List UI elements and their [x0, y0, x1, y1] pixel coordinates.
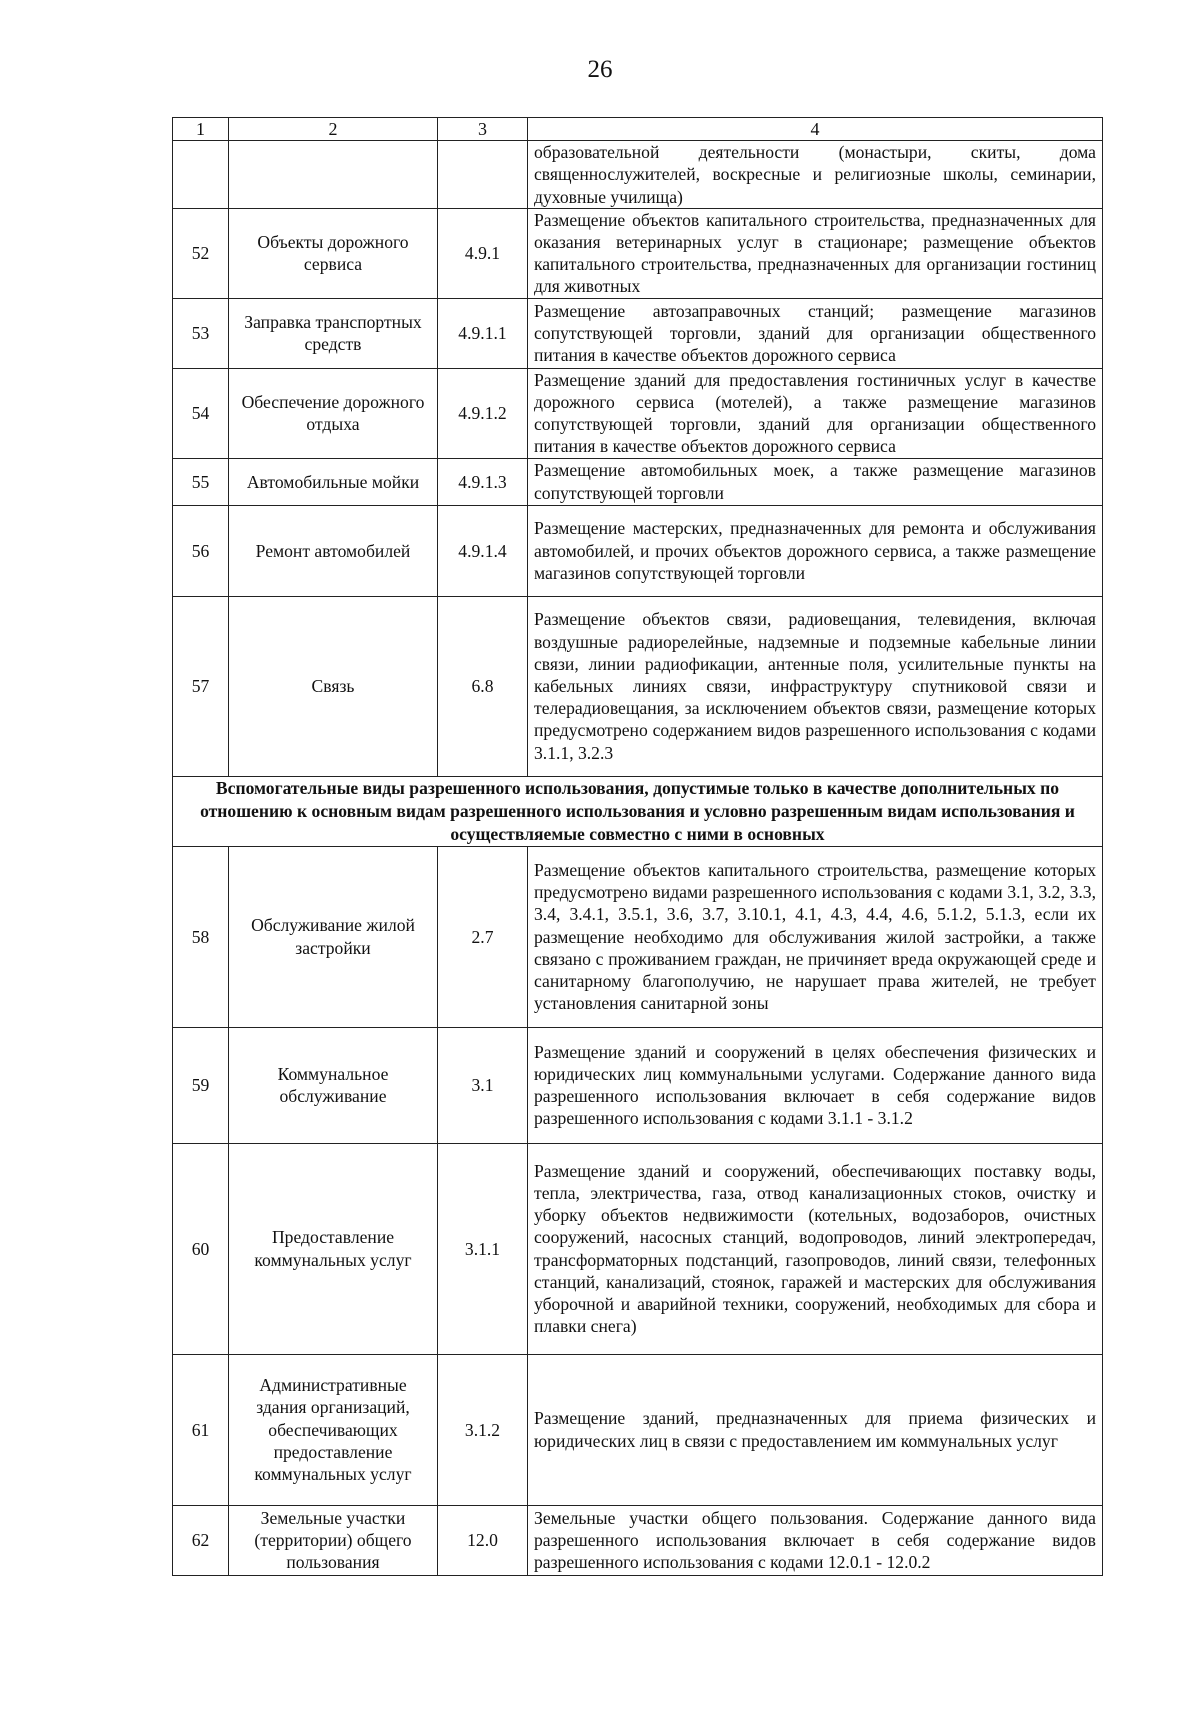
row-number: 58	[173, 846, 229, 1027]
header-col-number: 1	[173, 118, 229, 141]
row-use-description: Земельные участки общего пользования. Содержание данного вида разрешенного использования включает в себя содержание видов разрешенного использования с кодами 12.0.1 - 12.0.2	[528, 1505, 1103, 1575]
row-use-code: 3.1.1	[438, 1143, 528, 1354]
row-use-code: 4.9.1	[438, 208, 528, 298]
row-use-description: образовательной деятельности (монастыри, скиты, дома священнослужителей, воскресные и религиозные школы, семинарии, духовные училища)	[528, 141, 1103, 209]
table-row	[173, 1354, 1103, 1505]
table-row	[173, 846, 1103, 1027]
row-use-name: Земельные участки (территории) общего пользования	[229, 1505, 438, 1575]
table-row	[173, 208, 1103, 298]
row-use-name: Предоставление коммунальных услуг	[229, 1143, 438, 1354]
row-use-code: 4.9.1.4	[438, 505, 528, 596]
row-number: 52	[173, 208, 229, 298]
section-title: Вспомогательные виды разрешенного использования, допустимые только в качестве дополнительных по отношению к основным видам разрешенного использования и условно разрешенным видам использования и осуществляемые совместно с ними в основных	[173, 776, 1103, 846]
row-use-code: 4.9.1.3	[438, 458, 528, 505]
table-row	[173, 1143, 1103, 1354]
row-use-description: Размещение объектов связи, радиовещания, телевидения, включая воздушные радиорелейные, надземные и подземные кабельные линии связи, линии радиофикации, антенные поля, усилительные пункты на кабельных линиях связи, инфраструктуру спутниковой связи и телерадиовещания, за исключением объектов связи, размещение которых предусмотрено содержанием видов разрешенного использования с кодами 3.1.1, 3.2.3	[528, 596, 1103, 776]
row-use-name: Обеспечение дорожного отдыха	[229, 368, 438, 458]
section-row	[173, 776, 1103, 846]
row-number: 61	[173, 1354, 229, 1505]
table-row	[173, 596, 1103, 776]
row-use-code: 3.1	[438, 1027, 528, 1143]
row-number: 56	[173, 505, 229, 596]
row-use-name: Обслуживание жилой застройки	[229, 846, 438, 1027]
table-body-main	[173, 141, 1103, 776]
row-use-description: Размещение зданий для предоставления гостиничных услуг в качестве дорожного сервиса (мотелей), а также размещение магазинов сопутствующей торговли, зданий для организации общественного питания в качестве объектов дорожного сервиса	[528, 368, 1103, 458]
row-use-code: 2.7	[438, 846, 528, 1027]
row-use-description: Размещение объектов капитального строительства, предназначенных для оказания ветеринарных услуг в стационаре; размещение объектов капитального строительства, предназначенных для организации гостиниц для животных	[528, 208, 1103, 298]
row-use-name: Коммунальное обслуживание	[229, 1027, 438, 1143]
row-use-code: 4.9.1.2	[438, 368, 528, 458]
header-row	[173, 118, 1103, 141]
row-use-name: Ремонт автомобилей	[229, 505, 438, 596]
page-number: 26	[587, 56, 613, 83]
row-use-description: Размещение автомобильных моек, а также размещение магазинов сопутствующей торговли	[528, 458, 1103, 505]
table-row	[173, 141, 1103, 209]
row-use-code: 3.1.2	[438, 1354, 528, 1505]
row-number	[173, 141, 229, 209]
table-row	[173, 298, 1103, 368]
row-use-description: Размещение объектов капитального строительства, размещение которых предусмотрено видами разрешенного использования с кодами 3.1, 3.2, 3.3, 3.4, 3.4.1, 3.5.1, 3.6, 3.7, 3.10.1, 4.1, 4.3, 4.4, 4.6, 5.1.2, 5.1.3, если их размещение необходимо для обслуживания жилой застройки, а также связано с проживанием граждан, не причиняет вреда окружающей среде и санитарному благополучию, не нарушает права жителей, не требует установления санитарной зоны	[528, 846, 1103, 1027]
row-number: 59	[173, 1027, 229, 1143]
row-use-description: Размещение автозаправочных станций; размещение магазинов сопутствующей торговли, зданий для организации общественного питания в качестве объектов дорожного сервиса	[528, 298, 1103, 368]
row-use-description: Размещение мастерских, предназначенных для ремонта и обслуживания автомобилей, и прочих объектов дорожного сервиса, а также размещение магазинов сопутствующей торговли	[528, 505, 1103, 596]
row-number: 57	[173, 596, 229, 776]
row-use-name	[229, 141, 438, 209]
table-section	[173, 776, 1103, 846]
row-number: 62	[173, 1505, 229, 1575]
table-row	[173, 1027, 1103, 1143]
row-use-name: Заправка транспортных средств	[229, 298, 438, 368]
row-use-description: Размещение зданий, предназначенных для приема физических и юридических лиц в связи с предоставлением им коммунальных услуг	[528, 1354, 1103, 1505]
row-use-code	[438, 141, 528, 209]
land-use-table	[172, 117, 1103, 1576]
row-number: 53	[173, 298, 229, 368]
row-number: 60	[173, 1143, 229, 1354]
header-col-name: 2	[229, 118, 438, 141]
row-use-name: Объекты дорожного сервиса	[229, 208, 438, 298]
row-use-name: Административные здания организаций, обеспечивающих предоставление коммунальных услуг	[229, 1354, 438, 1505]
header-col-code: 3	[438, 118, 528, 141]
row-number: 55	[173, 458, 229, 505]
row-use-name: Автомобильные мойки	[229, 458, 438, 505]
row-use-name: Связь	[229, 596, 438, 776]
row-use-description: Размещение зданий и сооружений в целях обеспечения физических и юридических лиц коммунальными услугами. Содержание данного вида разрешенного использования включает в себя содержание видов разрешенного использования с кодами 3.1.1 - 3.1.2	[528, 1027, 1103, 1143]
row-use-description: Размещение зданий и сооружений, обеспечивающих поставку воды, тепла, электричества, газа, отвод канализационных стоков, очистку и уборку объектов недвижимости (котельных, водозаборов, очистных сооружений, насосных станций, водопроводов, линий электропередач, трансформаторных подстанций, газопроводов, линий связи, телефонных станций, канализаций, стоянок, гаражей и мастерских для обслуживания уборочной и аварийной техники, сооружений, необходимых для сбора и плавки снега)	[528, 1143, 1103, 1354]
table-body-auxiliary	[173, 846, 1103, 1575]
row-use-code: 12.0	[438, 1505, 528, 1575]
row-use-code: 6.8	[438, 596, 528, 776]
table-row	[173, 505, 1103, 596]
row-number: 54	[173, 368, 229, 458]
row-use-code: 4.9.1.1	[438, 298, 528, 368]
header-col-description: 4	[528, 118, 1103, 141]
table-row	[173, 368, 1103, 458]
table-row	[173, 458, 1103, 505]
table-row	[173, 1505, 1103, 1575]
